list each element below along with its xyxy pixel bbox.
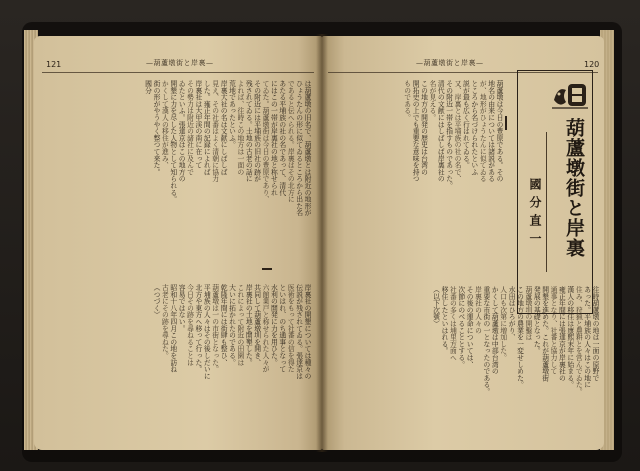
right-page-number: 120	[584, 60, 600, 69]
text-column: かくして葫蘆墩は中部台湾の	[490, 286, 499, 375]
text-column: よれば、往時この地方は一面の	[235, 80, 244, 176]
text-column: 伝説が残されてゐる。張達京は	[294, 284, 303, 380]
text-column: 古老にその跡を尋ねた。	[160, 284, 169, 359]
text-column: かくして漢人の移住が進み、	[160, 80, 169, 169]
text-column: した。雍正年間の記録によれば	[202, 80, 211, 176]
right-bottom-text-block	[332, 286, 598, 436]
text-column: 葫蘆墩圳の開鑿は	[523, 286, 532, 341]
left-section-marker	[262, 268, 272, 270]
text-column: が、地形がひょうたんに似てゐる	[478, 80, 487, 182]
text-column: 医術をもって社番の信を得た	[286, 284, 295, 373]
text-column: 残されてゐる。土地の古老の話に	[244, 80, 253, 182]
text-column: 説が最も広く行はれてゐる。	[461, 80, 470, 169]
text-column: あたる平埔族の社の名であって、清代	[277, 80, 286, 196]
text-column: ゐたといふ。張達京はこの地方の	[177, 80, 186, 182]
right-section-marker	[505, 116, 507, 130]
text-column: といはれ、のち通事となって	[277, 284, 286, 373]
text-column: 今日その跡を尋ねることは	[185, 284, 194, 366]
text-column: 雍正年間には張達京が岸裏社の	[557, 286, 566, 382]
text-column: 乾隆年間には街肆も整ひ、	[219, 284, 228, 366]
text-column: 見え、その社番はよく清朝に協力	[210, 80, 219, 182]
text-column: その附近一帯を指すものであった。	[444, 80, 453, 189]
title-divider	[546, 132, 547, 272]
text-column: 次節にのべることとする。	[456, 286, 465, 368]
text-column: 開拓史の上でも重要な意味を持つ	[411, 80, 420, 182]
text-column: 葫蘆墩は一の市街となった。	[210, 284, 219, 373]
text-column: 移住したといはれる。	[439, 286, 448, 354]
text-column: 昭和十八年四月この地を訪ね	[168, 284, 177, 373]
gourd-dragon-illustration	[550, 80, 590, 112]
text-column: 岸裏社の開墾については種々の	[303, 284, 311, 380]
text-column: 重要な市街の一となったのである。	[481, 286, 490, 395]
text-column: この地方の農業を一変せしめた。	[515, 286, 524, 388]
article-author: 國分直一	[528, 178, 542, 250]
text-column: 水田はひろがり、	[507, 286, 516, 341]
text-column: 住み、狩猟と農耕とを営んでゐた。	[574, 286, 583, 395]
text-column: 開墾に力を尽した人物として知られる。	[168, 80, 177, 203]
text-column: ものである。	[402, 80, 411, 121]
text-column: にはこの一帯が岸裏社の地と称せられ	[269, 80, 278, 196]
text-column: であると伝へられる。岸裏はその北方に	[286, 80, 295, 203]
text-column: その勢力は附近の諸社に及んで	[185, 80, 194, 176]
text-column: 岸裏社の人々の	[473, 286, 482, 334]
text-column: 往時葫蘆墩の地は一面の原野で	[591, 286, 599, 382]
text-column: は葫蘆墩の旧名で、葫蘆墩とは附近の地形が	[303, 80, 311, 216]
text-column: 通事となり、社番と協力して	[549, 286, 558, 375]
text-column: ひょうたんの形に似てゐるところから出た名	[294, 80, 303, 216]
text-column: 岸裏社の土地を開墾した。	[244, 284, 253, 366]
left-page-number: 121	[46, 60, 62, 69]
left-running-header: —葫蘆墩街と岸裏—	[146, 59, 214, 67]
text-column: この地方の開発の歴史は台湾の	[419, 80, 428, 176]
text-column: これによって附近の田園は	[235, 284, 244, 366]
text-column: 共同して葫蘆墩圳を開き、	[252, 284, 261, 366]
text-column: 岸裏大社の名は文献にしばしば	[219, 80, 228, 176]
text-column: 國分	[143, 80, 152, 94]
text-column: てゐた。葫蘆墩街は今日の豊原であり、	[261, 80, 270, 203]
text-column: 大いに拓かれたのである。	[227, 284, 236, 366]
text-column: 荒地であったといふ。	[227, 80, 236, 148]
text-column: 北方や東方へ移って行った。	[193, 284, 202, 373]
article-title: 葫蘆墩街と岸裏	[563, 118, 585, 258]
right-page	[322, 36, 604, 450]
text-column: 葫蘆墩は今日の豊原である。その	[495, 80, 503, 182]
text-column: その附近には平埔族の旧社の跡が	[252, 80, 261, 182]
text-column: 地名の由来については諸説がある	[486, 80, 495, 182]
text-column: （つづく）	[151, 284, 160, 318]
text-column: その後の運命については、	[465, 286, 474, 368]
text-column: ところから名づけられたといふ	[469, 80, 478, 176]
right-top-text-block	[342, 80, 502, 276]
text-column: 平埔族の人々はその後しだいに	[202, 284, 211, 380]
text-column: 人口も次第に増加した。	[498, 286, 507, 361]
left-header-rule	[42, 72, 314, 73]
text-column: あった。平埔族の人々はこの地に	[582, 286, 591, 388]
text-column: 六館業戸と称せられた人々が	[261, 284, 270, 373]
left-page	[34, 36, 322, 450]
book-gutter	[316, 34, 328, 452]
text-column: 街の形がやうやく整つて来た。	[151, 80, 160, 176]
text-column: 清代の文献にはしばしば岸裏社の	[436, 80, 445, 182]
text-column: 名が見える。	[427, 80, 436, 121]
text-column: 容易ではない。	[177, 284, 186, 332]
text-column: 社番の多くは埔里方面へ	[448, 286, 457, 361]
text-column: 発展の基礎となった。	[532, 286, 541, 354]
text-column: 又、岸裏とは平埔族の社の名で、	[453, 80, 462, 182]
text-column: 漢人の移住は康熙末年に始まる。	[565, 286, 574, 388]
text-column: 開墾を進めた。これが葫蘆墩街	[540, 286, 549, 382]
left-bottom-text-block	[48, 284, 310, 434]
left-top-text-block	[48, 80, 310, 260]
text-column: （以下次號）	[431, 286, 440, 327]
text-column: 岸裏社は大甲渓の南に在って	[193, 80, 202, 169]
text-column: 水利の開発に力を用ひた。	[269, 284, 278, 366]
right-running-header: —葫蘆墩街と岸裏—	[416, 59, 484, 67]
